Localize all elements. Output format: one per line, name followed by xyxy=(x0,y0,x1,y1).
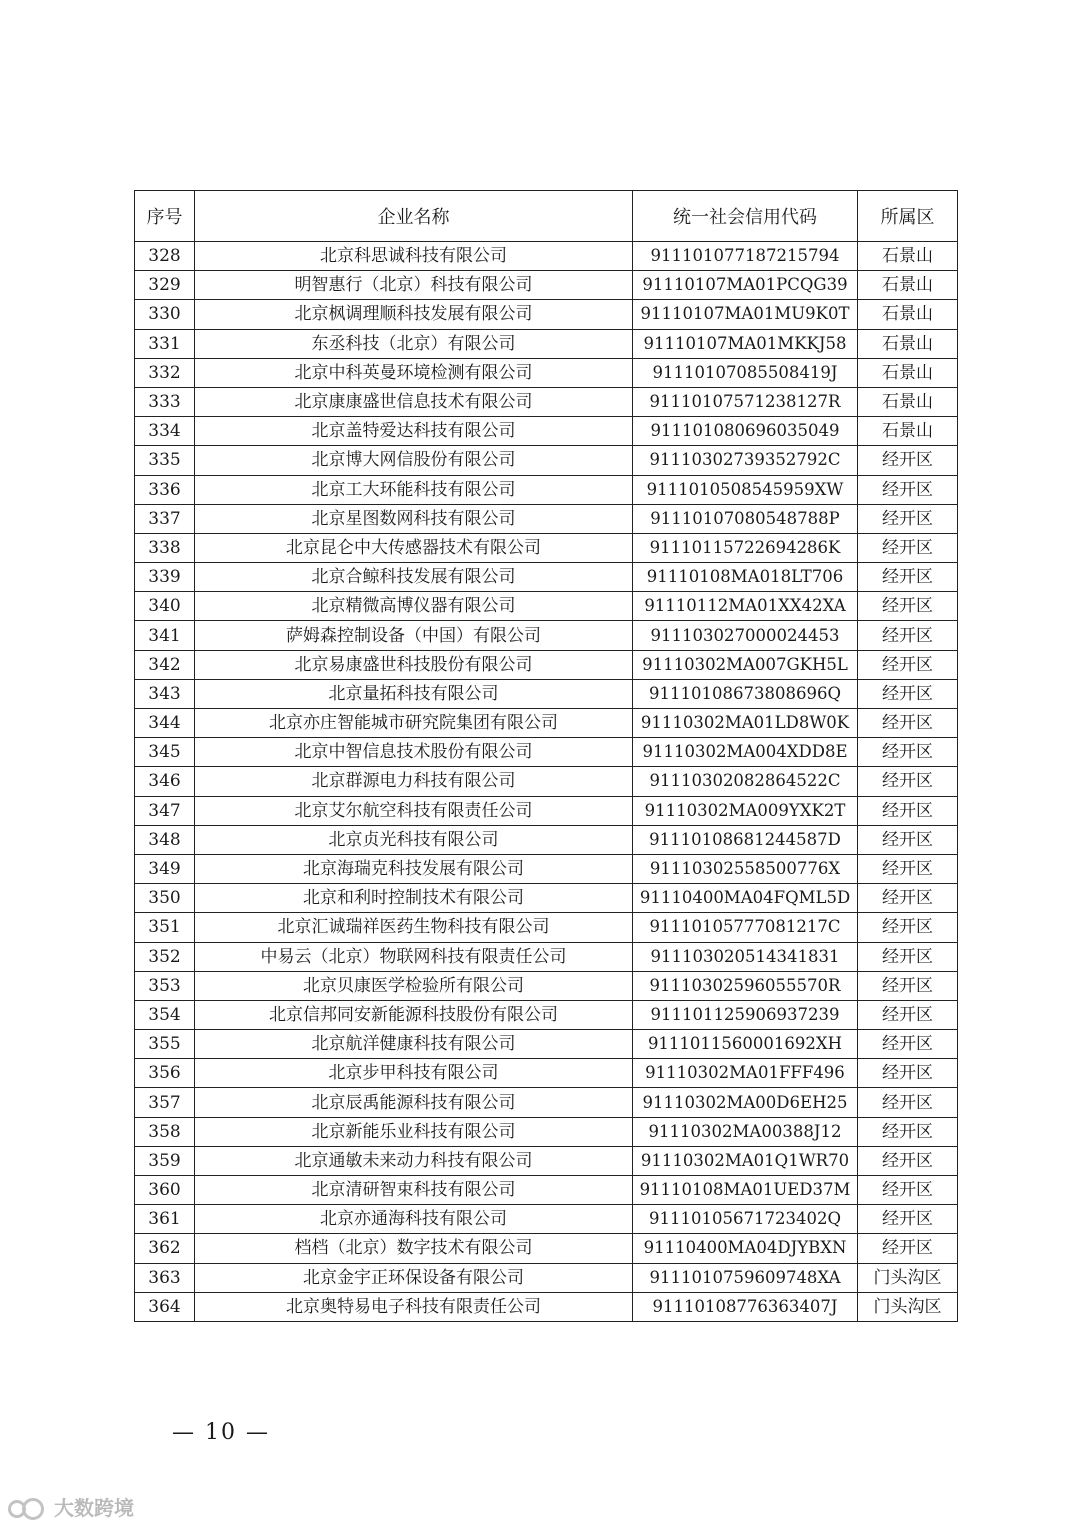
table-row xyxy=(135,913,958,942)
table-row xyxy=(135,621,958,650)
table-row xyxy=(135,767,958,796)
table-row xyxy=(135,242,958,271)
row-company-name: 北京昆仑中大传感器技术有限公司 xyxy=(195,533,633,562)
row-district: 经开区 xyxy=(858,446,958,475)
row-index: 329 xyxy=(135,271,195,300)
row-district: 经开区 xyxy=(858,738,958,767)
table-row xyxy=(135,504,958,533)
row-company-name: 北京盖特爱达科技有限公司 xyxy=(195,417,633,446)
row-district: 经开区 xyxy=(858,679,958,708)
row-credit-code: 911101080696035049 xyxy=(633,417,858,446)
header-index: 序号 xyxy=(135,191,195,242)
table-row xyxy=(135,1030,958,1059)
table-row xyxy=(135,1205,958,1234)
watermark-text: 大数跨境 xyxy=(54,1496,134,1520)
row-credit-code: 9111011560001692XH xyxy=(633,1030,858,1059)
row-index: 338 xyxy=(135,533,195,562)
row-credit-code: 91110302596055570R xyxy=(633,971,858,1000)
row-credit-code: 91110302MA004XDD8E xyxy=(633,738,858,767)
row-index: 355 xyxy=(135,1030,195,1059)
row-company-name: 北京精微高博仪器有限公司 xyxy=(195,592,633,621)
row-district: 石景山 xyxy=(858,358,958,387)
row-district: 经开区 xyxy=(858,563,958,592)
row-company-name: 北京贝康医学检验所有限公司 xyxy=(195,971,633,1000)
row-company-name: 北京中智信息技术股份有限公司 xyxy=(195,738,633,767)
row-credit-code: 91110107080548788P xyxy=(633,504,858,533)
table-row xyxy=(135,446,958,475)
row-credit-code: 91110108673808696Q xyxy=(633,679,858,708)
row-company-name: 北京海瑞克科技发展有限公司 xyxy=(195,854,633,883)
row-company-name: 北京艾尔航空科技有限责任公司 xyxy=(195,796,633,825)
row-credit-code: 91110302558500776X xyxy=(633,854,858,883)
row-index: 337 xyxy=(135,504,195,533)
row-index: 335 xyxy=(135,446,195,475)
table-row xyxy=(135,1234,958,1263)
enterprise-table xyxy=(134,190,958,1322)
row-company-name: 北京步甲科技有限公司 xyxy=(195,1059,633,1088)
row-index: 346 xyxy=(135,767,195,796)
row-index: 359 xyxy=(135,1146,195,1175)
row-district: 经开区 xyxy=(858,1088,958,1117)
row-company-name: 北京博大网信股份有限公司 xyxy=(195,446,633,475)
table-row xyxy=(135,1146,958,1175)
row-index: 347 xyxy=(135,796,195,825)
row-company-name: 北京量拓科技有限公司 xyxy=(195,679,633,708)
row-credit-code: 91110302MA00D6EH25 xyxy=(633,1088,858,1117)
row-district: 经开区 xyxy=(858,913,958,942)
table-row xyxy=(135,854,958,883)
row-district: 经开区 xyxy=(858,592,958,621)
row-district: 石景山 xyxy=(858,242,958,271)
row-credit-code: 91110302MA00388J12 xyxy=(633,1117,858,1146)
table-row xyxy=(135,971,958,1000)
row-company-name: 萨姆森控制设备（中国）有限公司 xyxy=(195,621,633,650)
table-row xyxy=(135,475,958,504)
row-credit-code: 91110302MA01Q1WR70 xyxy=(633,1146,858,1175)
row-district: 经开区 xyxy=(858,767,958,796)
row-company-name: 北京科思诚科技有限公司 xyxy=(195,242,633,271)
row-credit-code: 91110302739352792C xyxy=(633,446,858,475)
row-credit-code: 911103027000024453 xyxy=(633,621,858,650)
row-credit-code: 91110107085508419J xyxy=(633,358,858,387)
table-row xyxy=(135,1059,958,1088)
table-row xyxy=(135,796,958,825)
table-row xyxy=(135,271,958,300)
row-district: 经开区 xyxy=(858,1117,958,1146)
row-credit-code: 91110105777081217C xyxy=(633,913,858,942)
row-company-name: 北京清研智束科技有限公司 xyxy=(195,1176,633,1205)
row-index: 331 xyxy=(135,329,195,358)
row-credit-code: 911101125906937239 xyxy=(633,1000,858,1029)
row-district: 经开区 xyxy=(858,709,958,738)
row-company-name: 北京新能乐业科技有限公司 xyxy=(195,1117,633,1146)
row-district: 经开区 xyxy=(858,971,958,1000)
row-credit-code: 91110302MA01LD8W0K xyxy=(633,709,858,738)
table-row xyxy=(135,1292,958,1321)
row-credit-code: 9111010759609748XA xyxy=(633,1263,858,1292)
row-credit-code: 91110108681244587D xyxy=(633,825,858,854)
row-district: 经开区 xyxy=(858,504,958,533)
row-district: 门头沟区 xyxy=(858,1263,958,1292)
table-row xyxy=(135,300,958,329)
row-company-name: 北京枫调理顺科技发展有限公司 xyxy=(195,300,633,329)
table-row xyxy=(135,1117,958,1146)
row-index: 349 xyxy=(135,854,195,883)
row-district: 石景山 xyxy=(858,329,958,358)
header-district: 所属区 xyxy=(858,191,958,242)
row-district: 经开区 xyxy=(858,942,958,971)
row-credit-code: 91110107571238127R xyxy=(633,387,858,416)
row-index: 342 xyxy=(135,650,195,679)
page-number: — 10 — xyxy=(172,1420,270,1445)
row-company-name: 北京康康盛世信息技术有限公司 xyxy=(195,387,633,416)
table-row xyxy=(135,417,958,446)
row-credit-code: 91110107MA01PCQG39 xyxy=(633,271,858,300)
row-credit-code: 91110107MA01MKKJ58 xyxy=(633,329,858,358)
table-row xyxy=(135,1176,958,1205)
row-district: 石景山 xyxy=(858,417,958,446)
row-company-name: 北京通敏未来动力科技有限公司 xyxy=(195,1146,633,1175)
row-index: 340 xyxy=(135,592,195,621)
row-district: 经开区 xyxy=(858,621,958,650)
row-index: 332 xyxy=(135,358,195,387)
table-row xyxy=(135,942,958,971)
row-company-name: 北京金宇正环保设备有限公司 xyxy=(195,1263,633,1292)
row-credit-code: 91110302082864522C xyxy=(633,767,858,796)
row-index: 356 xyxy=(135,1059,195,1088)
row-company-name: 北京星图数网科技有限公司 xyxy=(195,504,633,533)
row-district: 经开区 xyxy=(858,650,958,679)
table-row xyxy=(135,358,958,387)
row-credit-code: 91110302MA009YXK2T xyxy=(633,796,858,825)
row-district: 门头沟区 xyxy=(858,1292,958,1321)
row-district: 经开区 xyxy=(858,884,958,913)
row-index: 363 xyxy=(135,1263,195,1292)
row-credit-code: 91110105671723402Q xyxy=(633,1205,858,1234)
row-district: 经开区 xyxy=(858,854,958,883)
table-row xyxy=(135,533,958,562)
row-index: 352 xyxy=(135,942,195,971)
row-index: 336 xyxy=(135,475,195,504)
header-company-name: 企业名称 xyxy=(195,191,633,242)
row-district: 经开区 xyxy=(858,475,958,504)
header-credit-code: 统一社会信用代码 xyxy=(633,191,858,242)
row-company-name: 北京群源电力科技有限公司 xyxy=(195,767,633,796)
row-credit-code: 91110115722694286K xyxy=(633,533,858,562)
row-credit-code: 911101077187215794 xyxy=(633,242,858,271)
table-row xyxy=(135,387,958,416)
row-company-name: 北京易康盛世科技股份有限公司 xyxy=(195,650,633,679)
row-index: 353 xyxy=(135,971,195,1000)
table-row xyxy=(135,825,958,854)
row-index: 348 xyxy=(135,825,195,854)
row-district: 经开区 xyxy=(858,1234,958,1263)
table-body xyxy=(135,242,958,1322)
table-row xyxy=(135,650,958,679)
row-index: 360 xyxy=(135,1176,195,1205)
row-district: 经开区 xyxy=(858,825,958,854)
row-district: 经开区 xyxy=(858,1059,958,1088)
row-credit-code: 91110302MA007GKH5L xyxy=(633,650,858,679)
row-credit-code: 911103020514341831 xyxy=(633,942,858,971)
row-credit-code: 91110112MA01XX42XA xyxy=(633,592,858,621)
row-company-name: 北京信邦同安新能源科技股份有限公司 xyxy=(195,1000,633,1029)
row-company-name: 北京航洋健康科技有限公司 xyxy=(195,1030,633,1059)
row-index: 333 xyxy=(135,387,195,416)
table-row xyxy=(135,1263,958,1292)
row-index: 351 xyxy=(135,913,195,942)
table-row xyxy=(135,884,958,913)
row-company-name: 北京和利时控制技术有限公司 xyxy=(195,884,633,913)
row-company-name: 中易云（北京）物联网科技有限责任公司 xyxy=(195,942,633,971)
row-district: 经开区 xyxy=(858,1146,958,1175)
row-district: 经开区 xyxy=(858,1205,958,1234)
row-credit-code: 91110302MA01FFF496 xyxy=(633,1059,858,1088)
row-index: 345 xyxy=(135,738,195,767)
row-company-name: 东丞科技（北京）有限公司 xyxy=(195,329,633,358)
row-index: 339 xyxy=(135,563,195,592)
row-credit-code: 91110108MA018LT706 xyxy=(633,563,858,592)
row-index: 357 xyxy=(135,1088,195,1117)
table-header-row xyxy=(135,191,958,242)
row-credit-code: 91110108776363407J xyxy=(633,1292,858,1321)
row-company-name: 北京工大环能科技有限公司 xyxy=(195,475,633,504)
row-credit-code: 91110107MA01MU9K0T xyxy=(633,300,858,329)
row-index: 361 xyxy=(135,1205,195,1234)
table-row xyxy=(135,329,958,358)
row-district: 经开区 xyxy=(858,1000,958,1029)
watermark xyxy=(8,1492,134,1521)
row-company-name: 北京汇诚瑞祥医药生物科技有限公司 xyxy=(195,913,633,942)
row-company-name: 北京中科英曼环境检测有限公司 xyxy=(195,358,633,387)
row-index: 343 xyxy=(135,679,195,708)
row-district: 石景山 xyxy=(858,300,958,329)
table-row xyxy=(135,592,958,621)
table-row xyxy=(135,679,958,708)
row-index: 350 xyxy=(135,884,195,913)
row-company-name: 北京亦通海科技有限公司 xyxy=(195,1205,633,1234)
row-index: 354 xyxy=(135,1000,195,1029)
row-index: 344 xyxy=(135,709,195,738)
row-district: 石景山 xyxy=(858,387,958,416)
row-index: 328 xyxy=(135,242,195,271)
row-company-name: 明智惠行（北京）科技有限公司 xyxy=(195,271,633,300)
row-district: 经开区 xyxy=(858,533,958,562)
row-credit-code: 9111010508545959XW xyxy=(633,475,858,504)
table-row xyxy=(135,738,958,767)
table-row xyxy=(135,1000,958,1029)
row-district: 经开区 xyxy=(858,1030,958,1059)
row-company-name: 档档（北京）数字技术有限公司 xyxy=(195,1234,633,1263)
row-credit-code: 91110400MA04FQML5D xyxy=(633,884,858,913)
row-company-name: 北京贞光科技有限公司 xyxy=(195,825,633,854)
row-company-name: 北京亦庄智能城市研究院集团有限公司 xyxy=(195,709,633,738)
row-index: 362 xyxy=(135,1234,195,1263)
row-company-name: 北京奥特易电子科技有限责任公司 xyxy=(195,1292,633,1321)
row-index: 330 xyxy=(135,300,195,329)
row-district: 经开区 xyxy=(858,1176,958,1205)
row-district: 经开区 xyxy=(858,796,958,825)
row-credit-code: 91110400MA04DJYBXN xyxy=(633,1234,858,1263)
row-credit-code: 91110108MA01UED37M xyxy=(633,1176,858,1205)
row-district: 石景山 xyxy=(858,271,958,300)
row-company-name: 北京合鲸科技发展有限公司 xyxy=(195,563,633,592)
watermark-logo-icon xyxy=(8,1496,48,1518)
row-company-name: 北京辰禹能源科技有限公司 xyxy=(195,1088,633,1117)
row-index: 334 xyxy=(135,417,195,446)
table-row xyxy=(135,709,958,738)
table-row xyxy=(135,1088,958,1117)
table-row xyxy=(135,563,958,592)
row-index: 364 xyxy=(135,1292,195,1321)
row-index: 358 xyxy=(135,1117,195,1146)
row-index: 341 xyxy=(135,621,195,650)
